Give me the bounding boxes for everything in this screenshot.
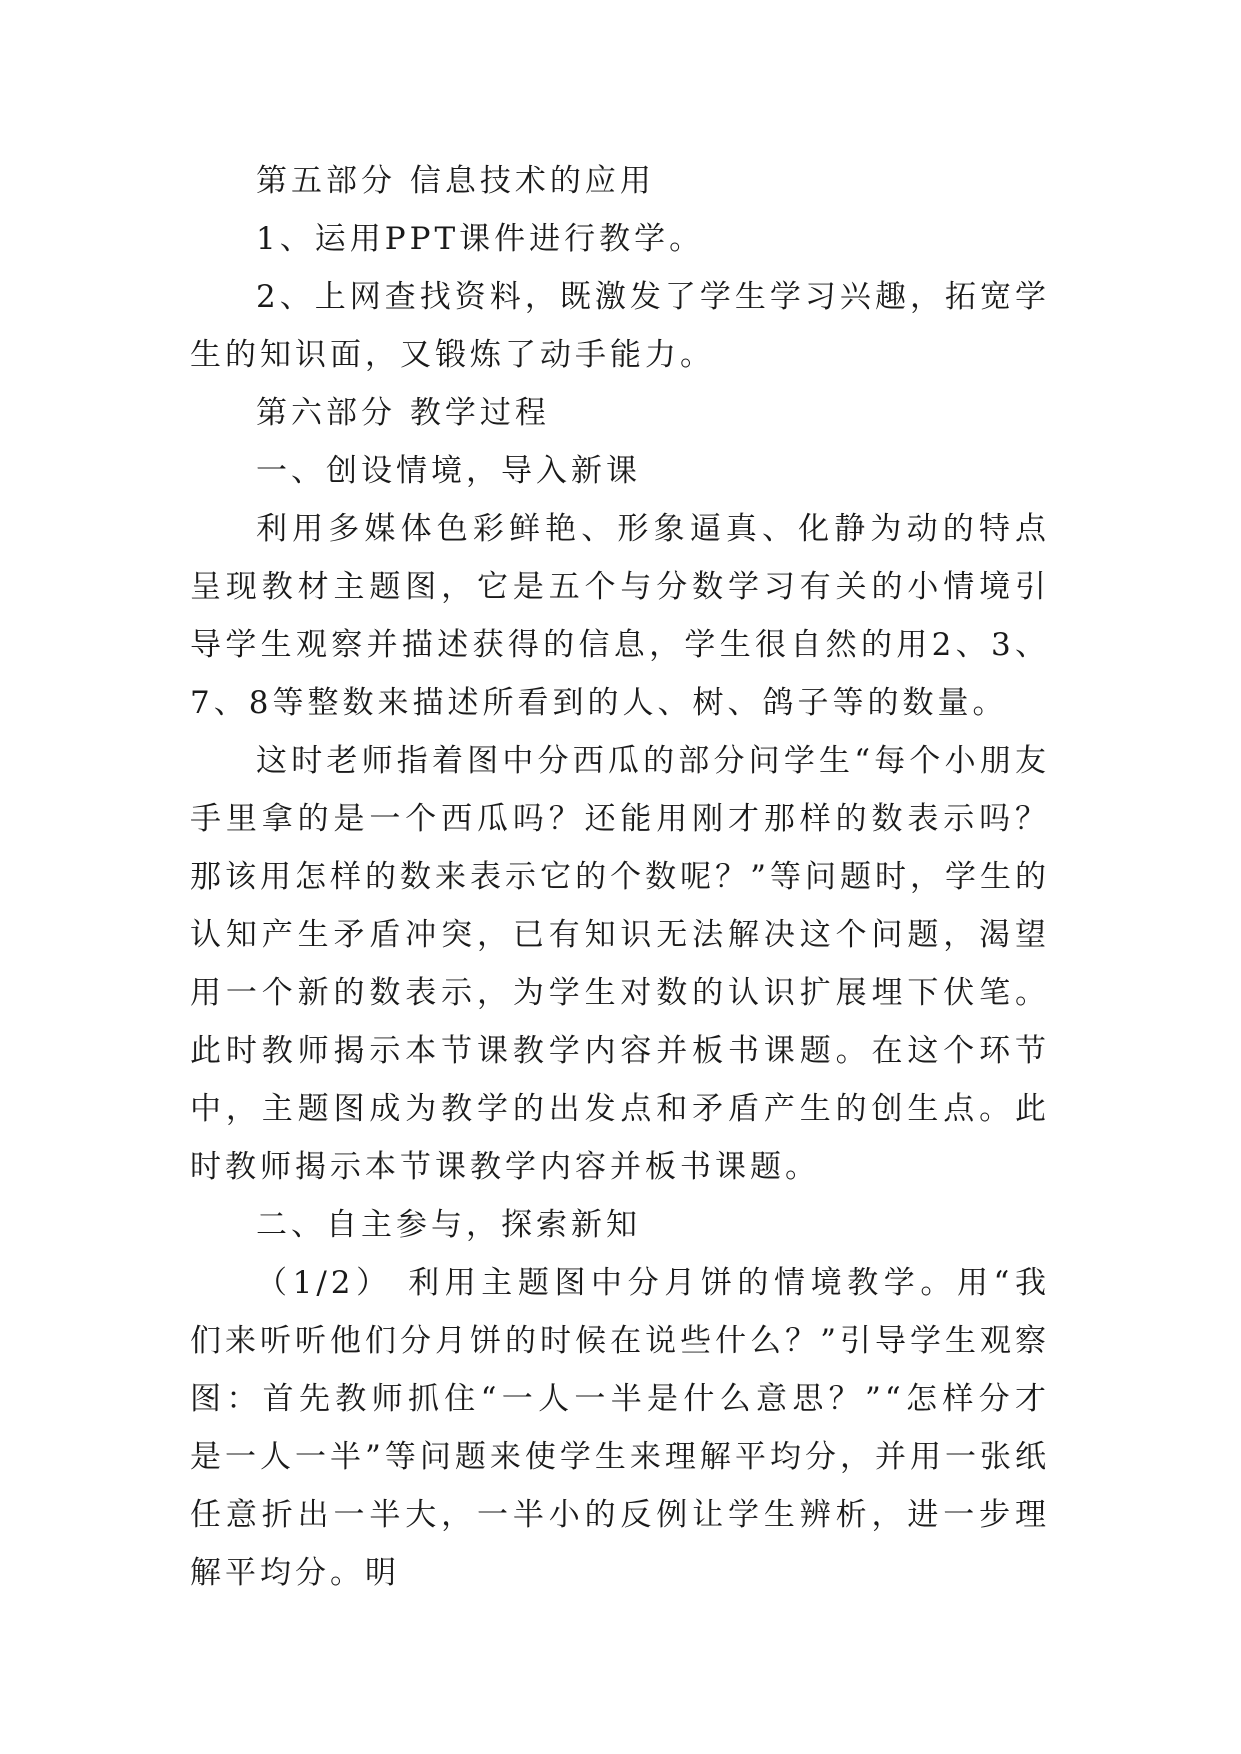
subheading-1: 一、创设情境，导入新课 bbox=[256, 453, 641, 489]
body-paragraph-3: （1/2） 利用主题图中分月饼的情境教学。用“我们来听听他们分月饼的时候在说些什么？”引导学生观察图：首先教师抓住“一人一半是什么意思？”“怎样分才是一人一半”等问题来使学生来理解平均分，并用一张纸任意折出一半大，一半小的反例让学生辨析，进一步理解平均分。明 bbox=[190, 1265, 1050, 1591]
body-paragraph-1: 利用多媒体色彩鲜艳、形象逼真、化静为动的特点呈现教材主题图，它是五个与分数学习有关的小情境引导学生观察并描述获得的信息，学生很自然的用2、3、7、8等整数来描述所看到的人、树、鸽子等的数量。 bbox=[190, 511, 1050, 721]
section-heading-5: 第五部分 信息技术的应用 bbox=[256, 163, 655, 199]
section-heading-6: 第六部分 教学过程 bbox=[256, 395, 550, 431]
list-item-1: 1、运用PPT课件进行教学。 bbox=[256, 221, 705, 257]
list-item-2: 2、上网查找资料，既激发了学生学习兴趣，拓宽学生的知识面，又锻炼了动手能力。 bbox=[190, 279, 1050, 373]
subheading-2: 二、自主参与，探索新知 bbox=[256, 1207, 641, 1243]
document-page bbox=[190, 152, 1050, 1602]
body-paragraph-2: 这时老师指着图中分西瓜的部分问学生“每个小朋友手里拿的是一个西瓜吗？还能用刚才那样的数表示吗？那该用怎样的数来表示它的个数呢？”等问题时，学生的认知产生矛盾冲突，已有知识无法解决这个问题，渴望用一个新的数表示，为学生对数的认识扩展埋下伏笔。此时教师揭示本节课教学内容并板书课题。在这个环节中，主题图成为教学的出发点和矛盾产生的创生点。此时教师揭示本节课教学内容并板书课题。 bbox=[190, 743, 1050, 1185]
